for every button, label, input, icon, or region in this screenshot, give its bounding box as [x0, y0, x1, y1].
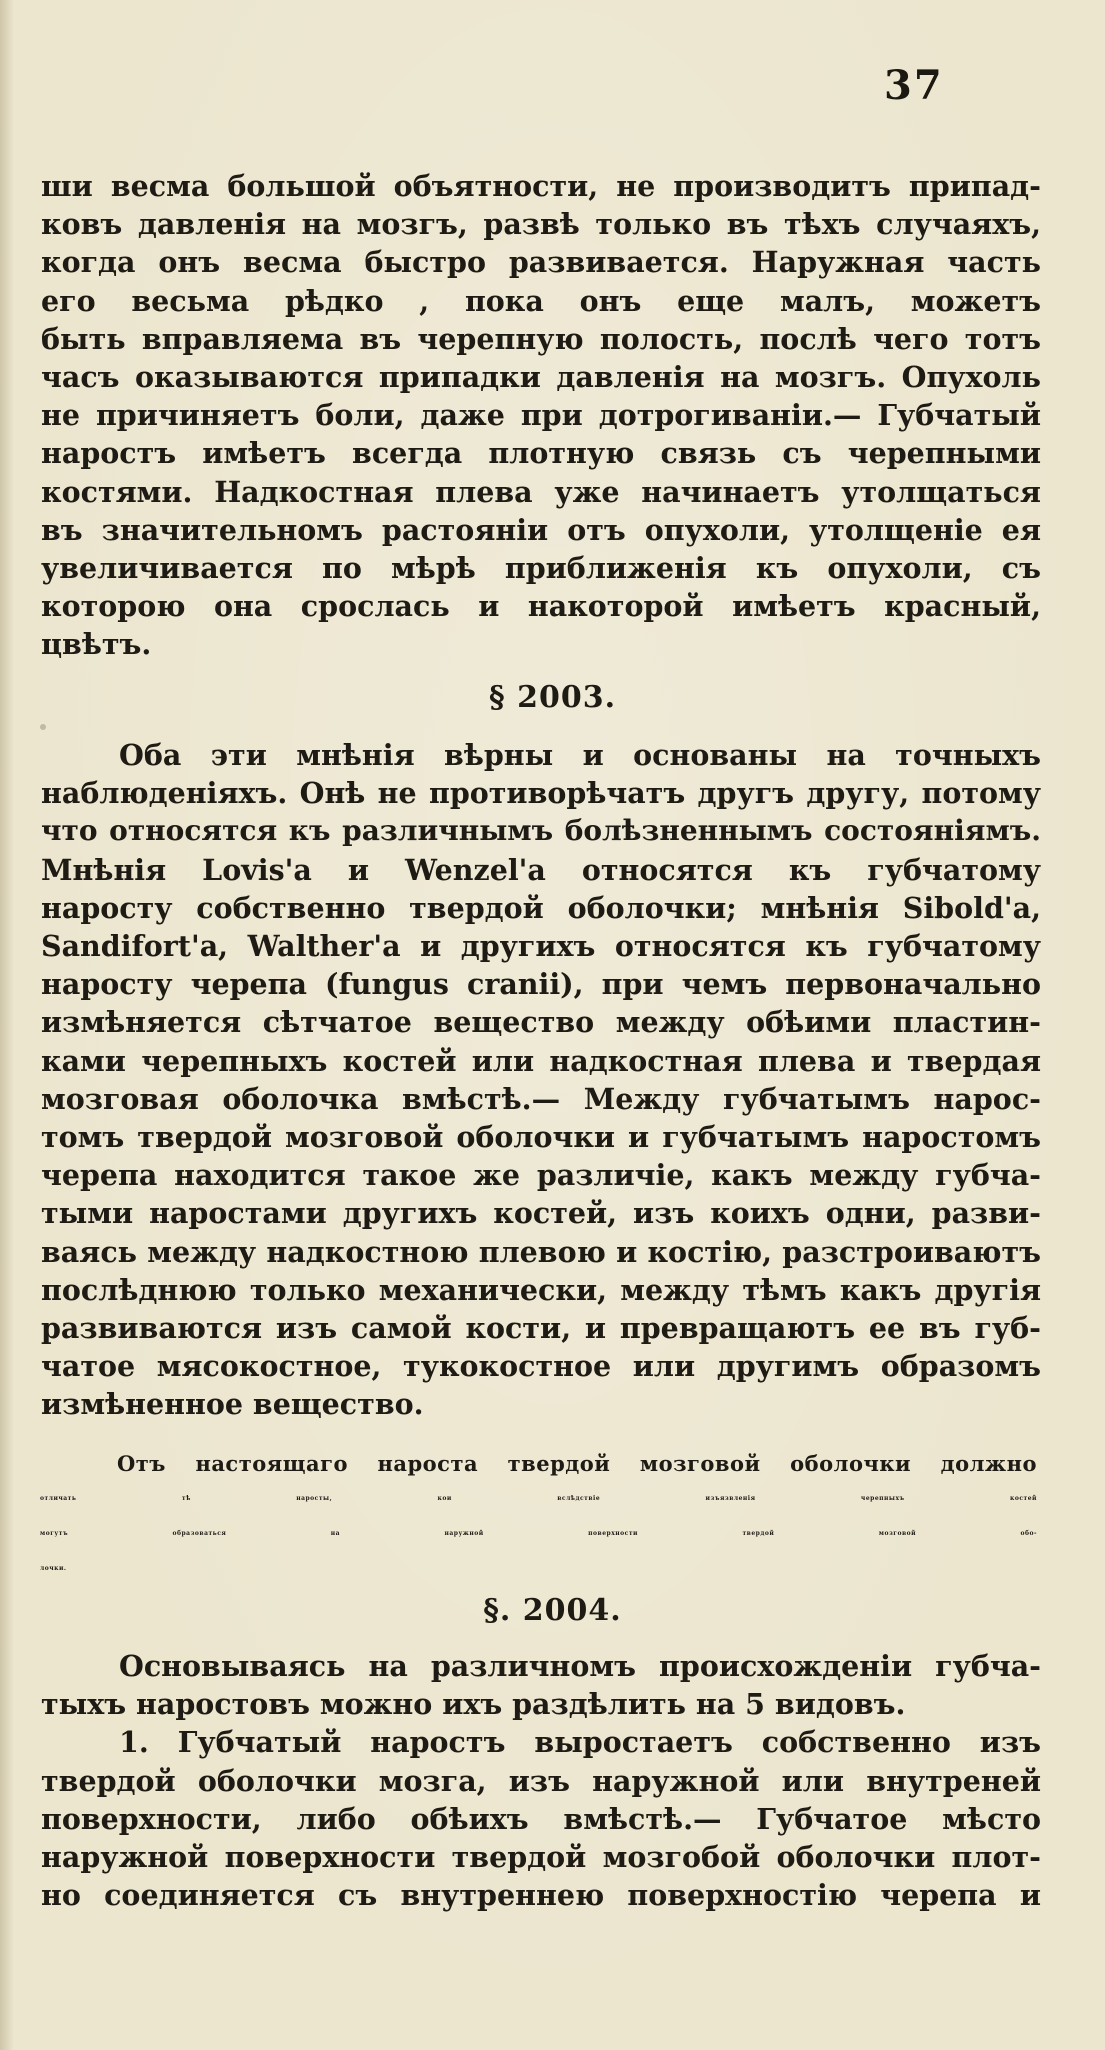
text-line: цвѣтъ. — [41, 627, 152, 662]
ink-smudge — [40, 724, 46, 730]
section-heading-2004: §. 2004. — [483, 1593, 622, 1628]
text-line: томъ твердой мозговой оболочки и губчатымъ наростомъ — [41, 1120, 1041, 1155]
text-line: часъ оказываются припадки давленія на мозгъ. Опухоль — [41, 360, 1041, 395]
text-line: въ значительномъ растояніи отъ опухоли, утолщеніе ея — [41, 512, 1041, 547]
text-line: костями. Надкостная плева уже начинаетъ утолщаться — [41, 474, 1041, 509]
text-line: тыхъ наростовъ можно ихъ раздѣлить на 5 видовъ. — [41, 1687, 906, 1722]
text-line: ваясь между надкостною плевою и костію, разстроиваютъ — [41, 1234, 1041, 1269]
text-line: когда онъ весма быстро развивается. Наружная часть — [41, 245, 1041, 280]
text-line: измѣняется сѣтчатое вещество между обѣими пластин- — [41, 1005, 1041, 1040]
note-line: лочки. — [40, 1565, 67, 1572]
text-line: наросту собственно твердой оболочки; мнѣнія Sibold'а, — [41, 890, 1041, 925]
text-line: которою она срослась и накоторой имѣетъ красный, — [41, 589, 1041, 624]
text-line: наростъ имѣетъ всегда плотную связь съ черепными — [41, 436, 1041, 471]
text-line: но соединяется съ внутреннею поверхностію черепа и — [41, 1878, 1041, 1913]
text-line: черепа находится такое же различіе, какъ между губча- — [41, 1158, 1041, 1193]
page-number: 37 — [884, 62, 944, 109]
text-line: измѣненное вещество. — [41, 1387, 424, 1422]
text-line: наросту черепа (fungus cranii), при чемъ первоначально — [41, 967, 1041, 1002]
paragraph-continuation — [41, 167, 1041, 664]
text-line: что относятся къ различнымъ болѣзненнымъ состояніямъ. — [41, 814, 1041, 848]
text-line: наружной поверхности твердой мозгобой оболочки плот- — [41, 1840, 1041, 1875]
text-line: быть вправляема въ черепную полость, послѣ чего тотъ — [41, 321, 1041, 356]
text-line: его весьма рѣдко , пока онъ еще малъ, можетъ — [41, 283, 1041, 318]
note-line: могутъ образоваться на наружной поверхности твердой мозговой обо- — [40, 1530, 1037, 1537]
text-line: тыми наростами другихъ костей, изъ коихъ одни, разви- — [41, 1196, 1041, 1231]
text-line: Мнѣнія Lovis'а и Wenzel'а относятся къ губчатому — [41, 852, 1041, 887]
text-line: увеличивается по мѣрѣ приближенія къ опухоли, съ — [41, 551, 1041, 586]
section-heading-2003: § 2003. — [488, 680, 617, 715]
text-line: чатое мясокостное, тукокостное или другимъ образомъ — [41, 1349, 1041, 1384]
text-line: Оба эти мнѣнія вѣрны и основаны на точныхъ — [119, 738, 1041, 772]
text-line: мозговая оболочка вмѣстѣ.— Между губчатымъ нарос- — [41, 1081, 1041, 1116]
text-line: Основываясь на различномъ происхожденіи губча- — [119, 1649, 1041, 1683]
text-line: наблюденіяхъ. Онѣ не противорѣчатъ другъ другу, потому — [41, 776, 1041, 811]
text-line: ками черепныхъ костей или надкостная плева и твердая — [41, 1043, 1041, 1078]
text-line: ши весма большой объятности, не производитъ припад- — [41, 169, 1041, 203]
page-edge-shadow — [0, 0, 14, 2050]
note-line: отличать тѣ наросты, кои вслѣдствіе изъязвленія черепныхъ костей — [40, 1495, 1037, 1502]
note-line: Отъ настоящаго нароста твердой мозговой оболочки должно — [117, 1451, 1037, 1476]
paragraph-2004 — [41, 1647, 1041, 1914]
text-line: послѣднюю только механически, между тѣмъ какъ другія — [41, 1272, 1041, 1307]
text-line: 1. Губчатый наростъ выростаетъ собственно изъ — [119, 1725, 1041, 1760]
paragraph-2003 — [41, 736, 1041, 1424]
text-line: ковъ давленія на мозгъ, развѣ только въ тѣхъ случаяхъ, — [41, 207, 1041, 242]
text-line: не причиняетъ боли, даже при дотрогиваніи.— Губчатый — [41, 398, 1041, 433]
footnote-block — [40, 1446, 1037, 1586]
text-line: поверхности, либо обѣихъ вмѣстѣ.— Губчатое мѣсто — [41, 1801, 1041, 1836]
text-line: твердой оболочки мозга, изъ наружной или внутреней — [41, 1763, 1041, 1798]
text-line: развиваются изъ самой кости, и превращаютъ ее въ губ- — [41, 1311, 1041, 1346]
text-line: Sandifort'а, Walther'а и другихъ относятся къ губчатому — [41, 929, 1041, 964]
